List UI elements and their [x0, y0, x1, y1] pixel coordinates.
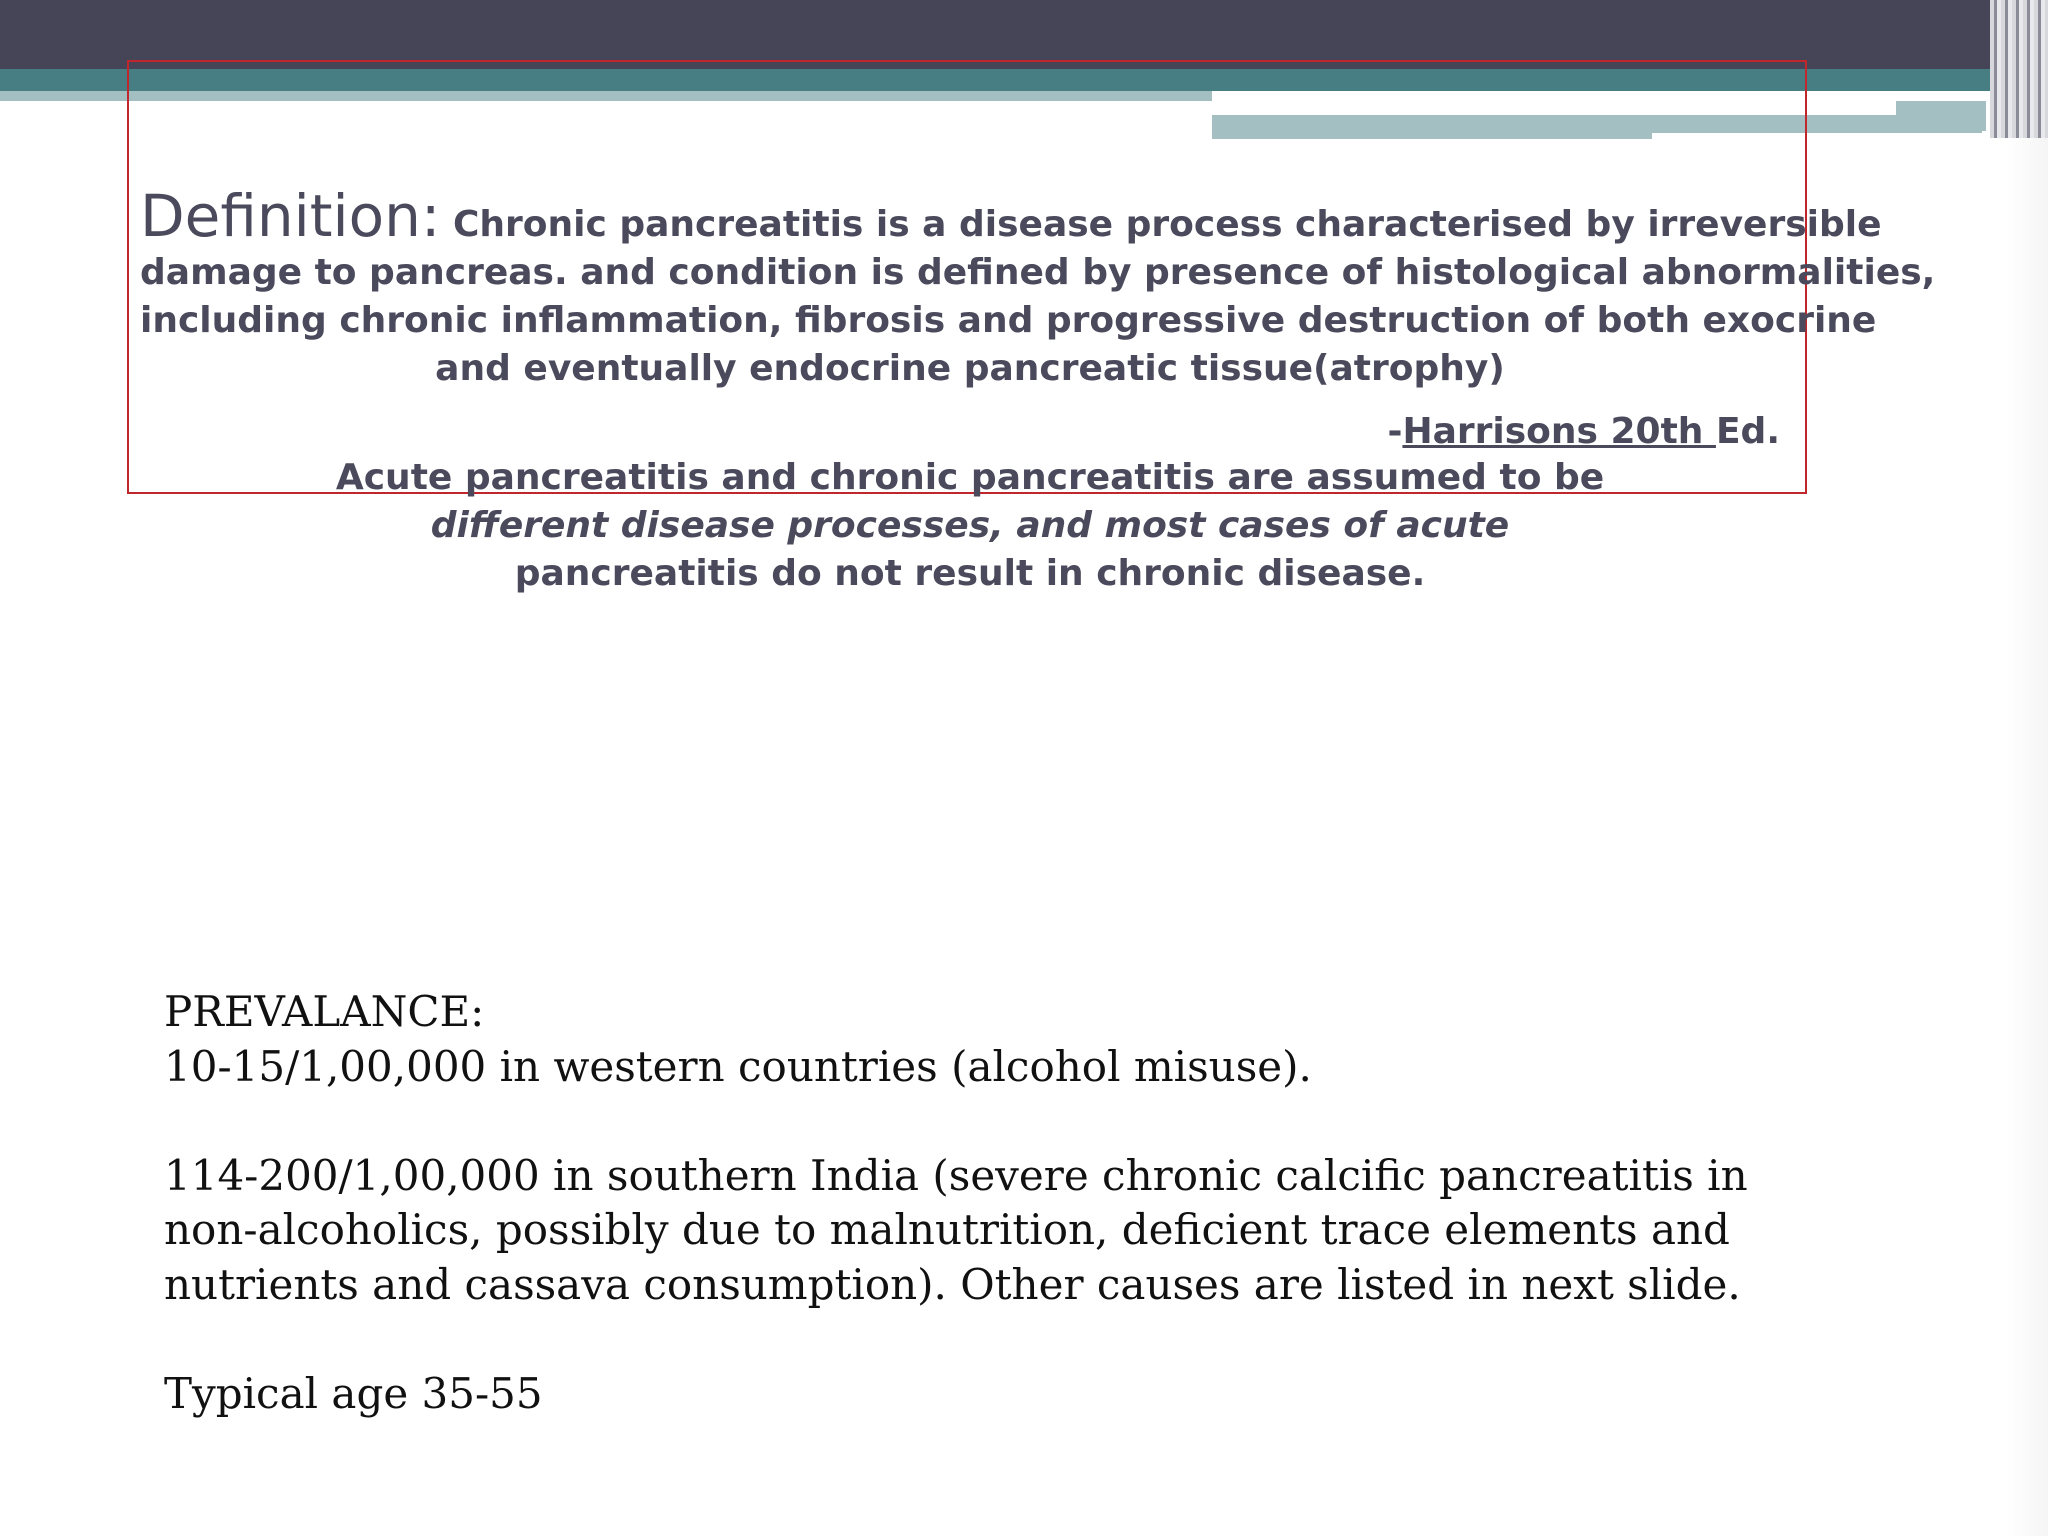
definition-block	[140, 182, 1936, 393]
definition-text-line-1: Chronic pancreatitis is a disease process characterised by irreversible	[452, 204, 1882, 245]
acute-note-line-1: Acute pancreatitis and chronic pancreatitis are assumed to be	[335, 457, 1605, 498]
definition-text-line-2: damage to pancreas. and condition is defined by presence of histological abnormalities,	[140, 252, 1936, 293]
prevalence-western: 10-15/1,00,000 in western countries (alcohol misuse).	[164, 1041, 1312, 1091]
prevalence-india-line-1: 114-200/1,00,000 in southern India (severe chronic calcific pancreatitis in	[164, 1150, 1748, 1200]
prevalence-heading: PREVALANCE:	[164, 987, 485, 1036]
definition-text-line-4: and eventually endocrine pancreatic tissue(atrophy)	[435, 348, 1505, 389]
definition-text-line-3: including chronic inflammation, fibrosis and progressive destruction of both exocrine	[140, 300, 1877, 341]
prevalence-india-line-2: non-alcoholics, possibly due to malnutrition, deficient trace elements and	[164, 1205, 1730, 1254]
prevalence-spacer-2	[164, 1312, 1924, 1367]
definition-first-line	[140, 182, 1882, 250]
prevalence-typical-age: Typical age 35-55	[164, 1368, 543, 1418]
definition-heading: Definition:	[140, 182, 441, 250]
citation-dash: -	[1387, 411, 1403, 452]
header-dark-band	[0, 0, 2048, 69]
prevalence-block	[164, 985, 1924, 1421]
citation-source: Harrisons 20th	[1402, 411, 1716, 452]
acute-note-block	[280, 454, 1660, 598]
acute-note-line-2: different disease processes, and most cases of acute	[430, 505, 1510, 546]
prevalence-india-line-3: nutrients and cassava consumption). Other causes are listed in next slide.	[164, 1259, 1741, 1309]
header-edge-stripes	[1990, 0, 2048, 138]
right-edge-shade	[2006, 138, 2048, 1536]
definition-citation	[1200, 408, 1780, 456]
header-light-band-right	[1896, 101, 1986, 131]
prevalence-spacer-1	[164, 1094, 1924, 1149]
acute-note-line-3: pancreatitis do not result in chronic disease.	[514, 553, 1426, 594]
citation-edition: Ed.	[1715, 411, 1780, 452]
